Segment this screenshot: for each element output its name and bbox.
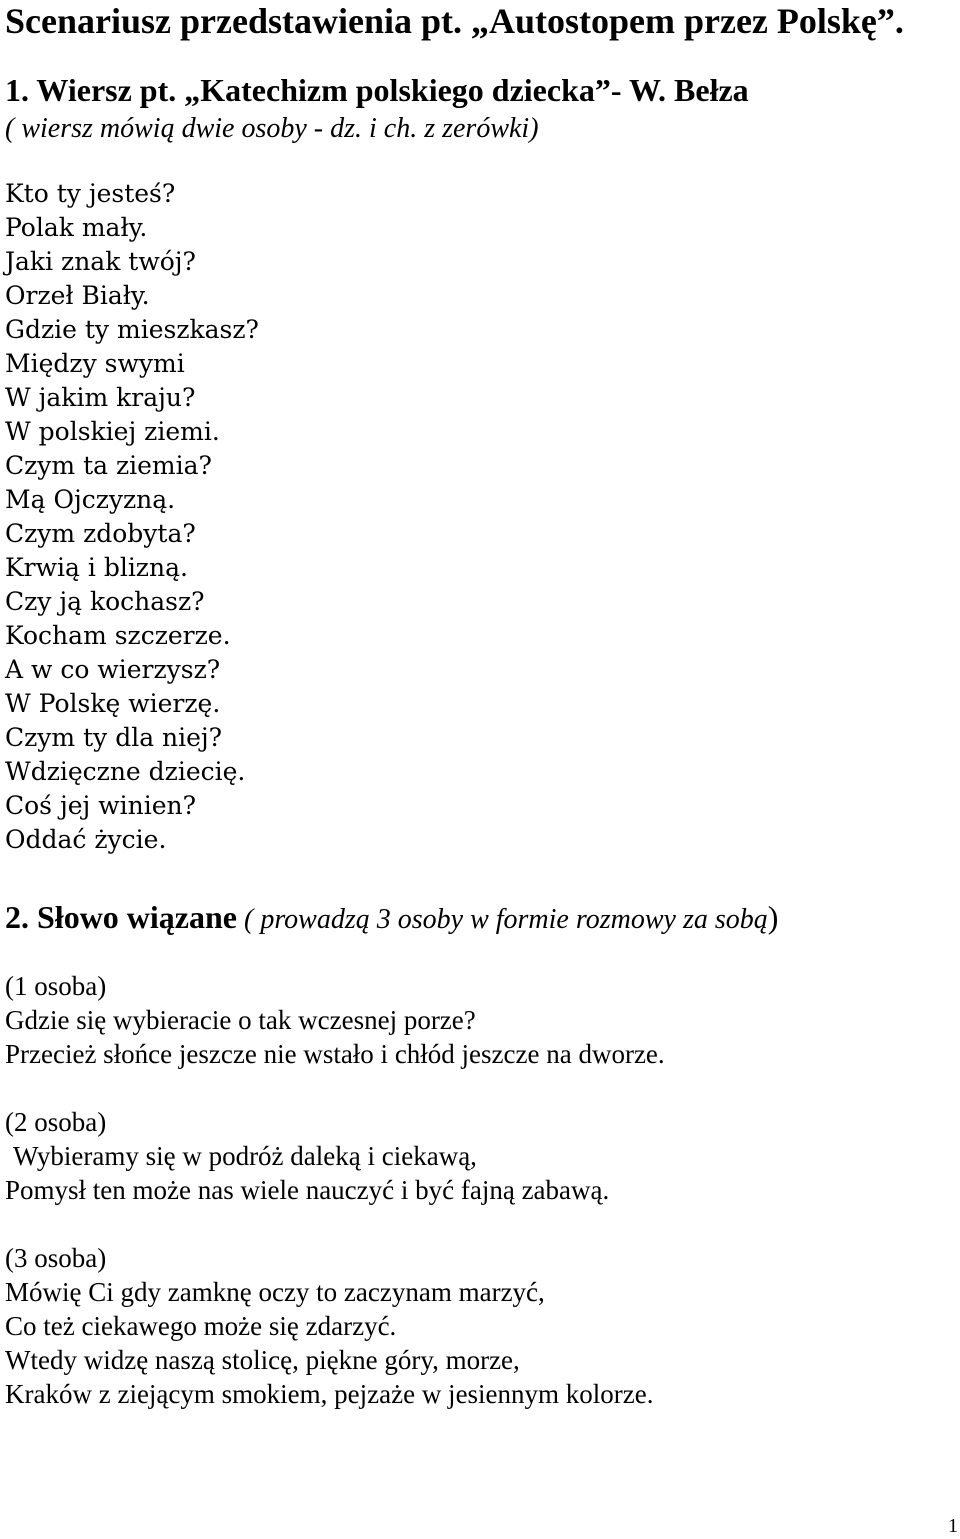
poem-line: Czym ty dla niej? [5, 723, 223, 752]
section-2-note: prowadzą 3 osoby w formie rozmowy za sobą [260, 904, 768, 935]
dialogue-block-3 [5, 1241, 935, 1411]
speaker-label: (3 osoba) [5, 1243, 107, 1273]
poem-text [5, 177, 905, 857]
poem-line: Coś jej winien? [5, 791, 196, 820]
poem-line: Kto ty jesteś? [5, 179, 176, 208]
speaker-label: (2 osoba) [5, 1107, 107, 1137]
poem-line: Kocham szczerze. [5, 621, 231, 650]
dialogue-line: Gdzie się wybieracie o tak wczesnej porze? [5, 1005, 476, 1035]
poem-line: Mą Ojczyzną. [5, 485, 176, 514]
dialogue-line: Przecież słońce jeszcze nie wstało i chłód jeszcze na dworze. [5, 1039, 665, 1069]
poem-line: Jaki znak twój? [5, 247, 196, 276]
poem-line: A w co wierzysz? [5, 655, 221, 684]
page-number: 1 [948, 1515, 958, 1537]
poem-line: Orzeł Biały. [5, 281, 150, 310]
dialogue-line: Wybieramy się w podróż daleką i ciekawą, [13, 1141, 477, 1171]
poem-line: Polak mały. [5, 213, 148, 242]
dialogue-block-1 [5, 969, 935, 1071]
page-title: Scenariusz przedstawienia pt. „Autostopem przez Polskę”. [5, 1, 904, 41]
section-1-note: ( wiersz mówią dwie osoby - dz. i ch. z zerówki) [5, 113, 539, 144]
poem-line: W polskiej ziemi. [5, 417, 220, 446]
poem-line: Krwią i blizną. [5, 553, 188, 582]
poem-line: Czym ta ziemia? [5, 451, 212, 480]
dialogue-line: Kraków z ziejącym smokiem, pejzaże w jesiennym kolorze. [5, 1379, 654, 1409]
poem-line: Między swymi [5, 349, 185, 378]
section-1-heading: 1. Wiersz pt. „Katechizm polskiego dziecka”- W. Bełza [5, 72, 749, 108]
poem-line: Wdzięczne dziecię. [5, 757, 246, 786]
poem-line: W Polskę wierzę. [5, 689, 221, 718]
section-2-title: Słowo wiązane [37, 899, 237, 935]
speaker-label: (1 osoba) [5, 971, 107, 1001]
dialogue-line: Pomysł ten może nas wiele nauczyć i być fajną zabawą. [5, 1175, 610, 1205]
poem-line: W jakim kraju? [5, 383, 196, 412]
poem-line: Oddać życie. [5, 825, 167, 854]
dialogue-line: Mówię Ci gdy zamknę oczy to zaczynam marzyć, [5, 1277, 545, 1307]
section-2-open-paren: ( [237, 904, 261, 935]
section-2-heading [5, 897, 778, 940]
dialogue-line: Wtedy widzę naszą stolicę, piękne góry, morze, [5, 1345, 520, 1375]
dialogue-line: Co też ciekawego może się zdarzyć. [5, 1311, 397, 1341]
section-2-number: 2. [5, 899, 29, 935]
section-2-close-paren: ) [767, 899, 779, 935]
poem-line: Czym zdobyta? [5, 519, 196, 548]
poem-line: Czy ją kochasz? [5, 587, 205, 616]
dialogue-block-2 [5, 1105, 935, 1207]
poem-line: Gdzie ty mieszkasz? [5, 315, 259, 344]
